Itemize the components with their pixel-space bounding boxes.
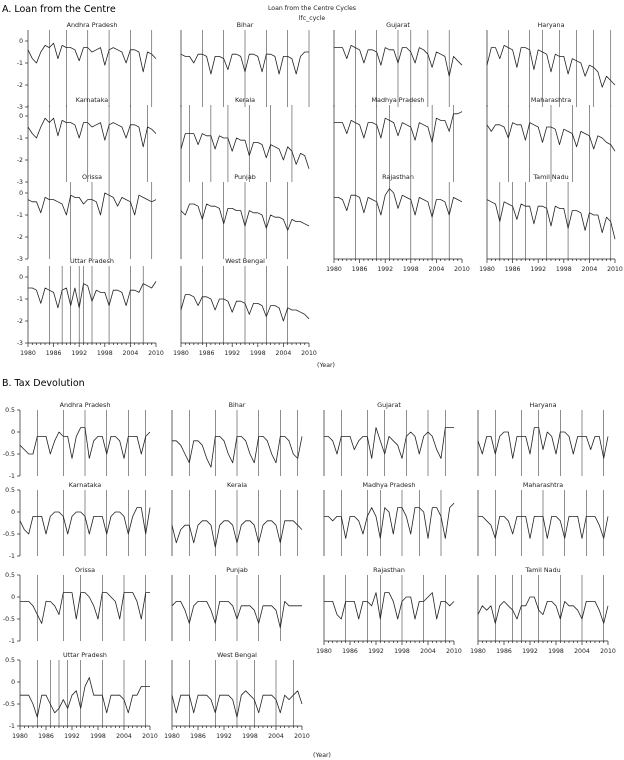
panel-gujarat — [324, 401, 454, 476]
panel-uttar-pradesh — [3, 651, 158, 740]
series-line — [478, 428, 608, 459]
panel-title: West Bengal — [225, 257, 265, 265]
x-tick-label: 1998 — [555, 266, 572, 273]
x-tick-label: 1992 — [216, 733, 232, 740]
y-tick-label: -0.5 — [2, 531, 15, 538]
panel-title: Maharashtra — [522, 481, 564, 489]
y-tick-label: 0.5 — [5, 572, 15, 579]
series-line — [324, 503, 454, 538]
series-line — [334, 189, 462, 218]
x-tick-label: 1986 — [38, 733, 54, 740]
panel-title: Andhra Pradesh — [59, 401, 111, 409]
chart-a-subtitle: lfc_cycle — [298, 15, 326, 22]
y-tick-label: -1 — [16, 135, 23, 142]
panel-bihar — [181, 21, 309, 107]
panel-rajasthan — [316, 566, 462, 655]
y-tick-label: 0 — [19, 190, 23, 197]
x-tick-label: 1992 — [224, 350, 241, 357]
y-tick-label: -0.5 — [2, 701, 15, 708]
x-tick-label: 2004 — [574, 648, 590, 655]
y-tick-label: -1 — [8, 638, 15, 645]
panel-title: Tamil Nadu — [533, 173, 569, 181]
panel-title: Punjab — [234, 173, 256, 181]
x-tick-label: 1992 — [368, 648, 384, 655]
panel-orissa — [17, 173, 156, 263]
y-tick-label: -1 — [8, 553, 15, 560]
panel-kerala — [172, 481, 302, 556]
x-tick-label: 1992 — [522, 648, 538, 655]
panel-title: Madhya Pradesh — [371, 96, 425, 104]
series-line — [20, 678, 150, 718]
x-tick-label: 1986 — [190, 733, 206, 740]
x-tick-label: 1980 — [479, 266, 495, 273]
panel-madhya-pradesh — [334, 96, 462, 182]
y-tick-label: -3 — [16, 179, 23, 186]
y-tick-label: 0.5 — [5, 487, 15, 494]
panel-title: Uttar Pradesh — [63, 651, 107, 659]
chart-a-title: Loan from the Centre Cycles — [267, 5, 357, 12]
panel-tamil-nadu — [470, 566, 616, 655]
series-line — [28, 118, 156, 147]
y-tick-label: -3 — [16, 104, 23, 111]
series-line — [478, 597, 608, 623]
chart-a-xlabel: (Year) — [317, 362, 335, 369]
x-tick-label: 1980 — [470, 648, 486, 655]
series-line — [324, 593, 454, 619]
x-tick-label: 1986 — [198, 350, 215, 357]
panel-title: Tamil Nadu — [525, 566, 561, 574]
x-tick-label: 1980 — [316, 648, 332, 655]
x-tick-label: 1980 — [326, 266, 342, 273]
x-tick-label: 1998 — [96, 350, 113, 357]
panel-west-bengal — [173, 257, 317, 357]
panel-title: Haryana — [529, 401, 557, 409]
panel-bihar — [172, 401, 302, 476]
y-tick-label: -1 — [16, 60, 23, 67]
x-tick-label: 1980 — [173, 350, 189, 357]
y-tick-label: -1 — [16, 212, 23, 219]
x-tick-label: 1986 — [342, 648, 358, 655]
x-tick-label: 2010 — [294, 733, 310, 740]
panel-title: Madhya Pradesh — [362, 481, 416, 489]
panel-title: Maharashtra — [530, 96, 572, 104]
x-tick-label: 1980 — [164, 733, 180, 740]
panel-tamil-nadu — [479, 173, 623, 273]
panel-title: Andhra Pradesh — [66, 21, 118, 29]
panel-title: Kerala — [226, 481, 248, 489]
tax-panels — [3, 401, 616, 740]
section-a-title: A. Loan from the Centre — [2, 4, 116, 15]
chart-b-xlabel: (Year) — [313, 752, 331, 759]
x-tick-label: 1986 — [45, 350, 62, 357]
y-tick-label: 0 — [11, 429, 15, 436]
panel-title: Kerala — [234, 96, 256, 104]
x-tick-label: 2010 — [148, 350, 164, 357]
panel-title: Uttar Pradesh — [70, 257, 114, 265]
panel-title: Bihar — [236, 21, 254, 29]
y-tick-label: 0.5 — [5, 657, 15, 664]
series-line — [487, 200, 615, 240]
x-tick-label: 1998 — [90, 733, 106, 740]
x-tick-label: 1992 — [530, 266, 547, 273]
x-tick-label: 2004 — [581, 266, 598, 273]
x-tick-label: 2004 — [268, 733, 284, 740]
x-tick-label: 2010 — [454, 266, 470, 273]
x-tick-label: 2010 — [607, 266, 623, 273]
panel-title: Haryana — [537, 21, 565, 29]
x-tick-label: 1998 — [402, 266, 419, 273]
panel-title: Punjab — [226, 566, 248, 574]
y-tick-label: -3 — [16, 340, 23, 347]
x-tick-label: 2004 — [428, 266, 445, 273]
panel-maharashtra — [487, 96, 615, 182]
x-tick-label: 1986 — [351, 266, 368, 273]
panel-kerala — [181, 96, 309, 182]
panel-gujarat — [334, 21, 462, 107]
x-tick-label: 1998 — [394, 648, 410, 655]
x-tick-label: 2004 — [275, 350, 292, 357]
panel-title: Karnataka — [68, 481, 102, 489]
y-tick-label: -2 — [16, 82, 23, 89]
series-line — [334, 112, 462, 143]
y-tick-label: -1 — [8, 723, 15, 730]
panel-title: West Bengal — [217, 651, 257, 659]
y-tick-label: 0.5 — [5, 407, 15, 414]
x-tick-label: 1992 — [377, 266, 394, 273]
y-tick-label: 0 — [19, 274, 23, 281]
y-tick-label: -0.5 — [2, 451, 15, 458]
x-tick-label: 2004 — [116, 733, 132, 740]
y-tick-label: 0 — [11, 594, 15, 601]
series-line — [28, 43, 156, 72]
panel-uttar-pradesh — [17, 257, 164, 357]
panel-title: Karnataka — [75, 96, 109, 104]
panel-title: Rajasthan — [382, 173, 414, 181]
x-tick-label: 2004 — [122, 350, 139, 357]
panel-punjab — [181, 173, 309, 259]
x-tick-label: 1980 — [12, 733, 28, 740]
series-line — [20, 593, 150, 624]
panel-title: Bihar — [228, 401, 246, 409]
x-tick-label: 1992 — [71, 350, 88, 357]
y-tick-label: -2 — [16, 234, 23, 241]
series-line — [324, 428, 454, 459]
y-tick-label: 0 — [11, 509, 15, 516]
x-tick-label: 2010 — [600, 648, 616, 655]
x-tick-label: 1992 — [64, 733, 80, 740]
panel-title: Rajasthan — [373, 566, 405, 574]
panel-title: Gujarat — [377, 401, 401, 409]
x-tick-label: 1998 — [242, 733, 258, 740]
x-tick-label: 1998 — [249, 350, 266, 357]
panel-haryana — [478, 401, 608, 476]
y-tick-label: -2 — [16, 157, 23, 164]
x-tick-label: 1986 — [504, 266, 521, 273]
x-tick-label: 1986 — [496, 648, 512, 655]
x-tick-label: 1980 — [20, 350, 36, 357]
y-tick-label: -1 — [8, 473, 15, 480]
x-tick-label: 2010 — [446, 648, 462, 655]
panel-title: Orissa — [74, 566, 96, 574]
panel-haryana — [487, 21, 615, 107]
panel-madhya-pradesh — [324, 481, 454, 556]
y-tick-label: -0.5 — [2, 616, 15, 623]
panel-maharashtra — [478, 481, 608, 556]
loan-panels — [17, 21, 623, 357]
panel-title: Gujarat — [386, 21, 410, 29]
y-tick-label: 0 — [19, 113, 23, 120]
x-tick-label: 2010 — [142, 733, 158, 740]
x-tick-label: 2010 — [301, 350, 317, 357]
panel-orissa — [3, 566, 150, 645]
panel-karnataka — [3, 481, 150, 560]
y-tick-label: 0 — [19, 38, 23, 45]
panel-west-bengal — [164, 651, 310, 740]
y-tick-label: -3 — [16, 256, 23, 263]
panel-punjab — [172, 566, 302, 641]
panel-title: Orissa — [81, 173, 103, 181]
y-tick-label: 0 — [11, 679, 15, 686]
panel-rajasthan — [326, 173, 470, 273]
x-tick-label: 2004 — [420, 648, 436, 655]
y-tick-label: -1 — [16, 296, 23, 303]
x-tick-label: 1998 — [548, 648, 564, 655]
series-line — [181, 134, 309, 169]
y-tick-label: -2 — [16, 318, 23, 325]
panel-andhra-pradesh — [3, 401, 150, 480]
section-b-title: B. Tax Devolution — [2, 378, 85, 389]
series-line — [487, 45, 615, 87]
